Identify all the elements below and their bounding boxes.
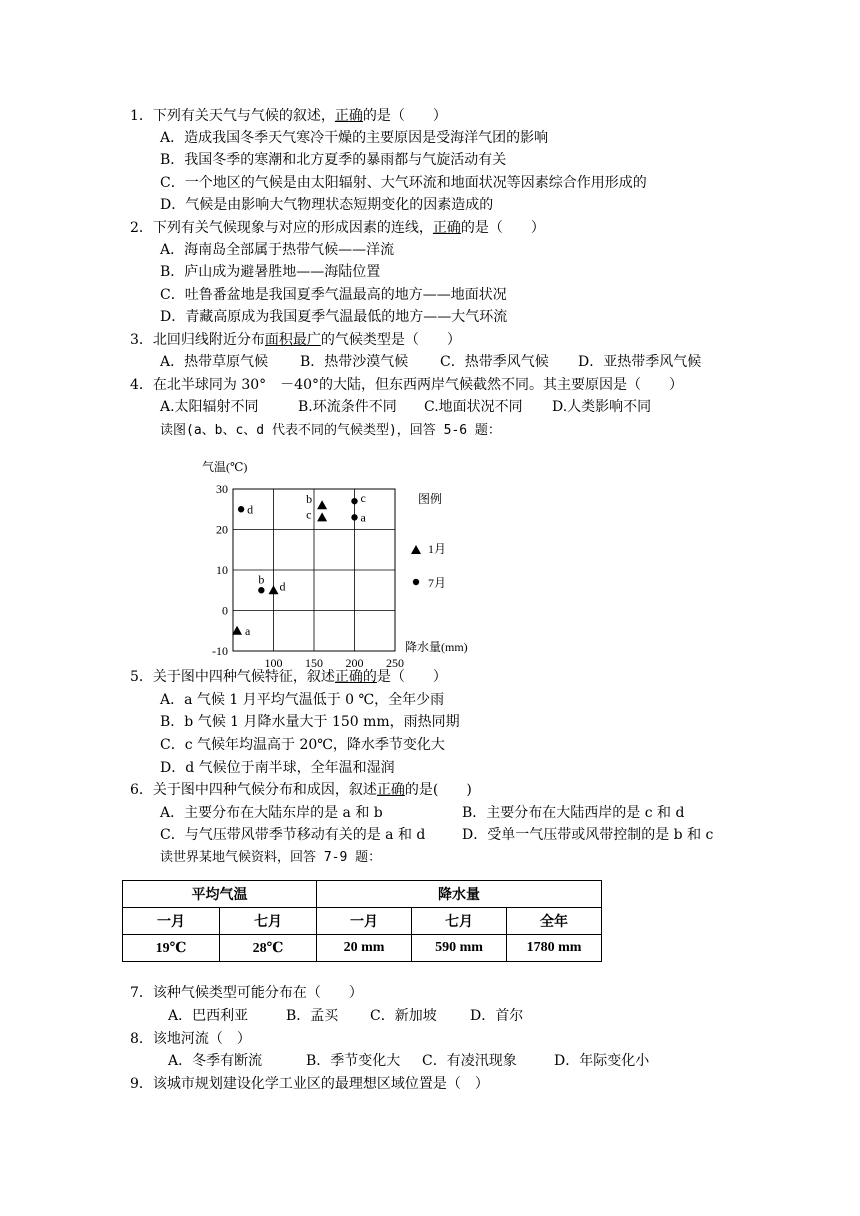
data-label-b: b [306,492,313,507]
data-label-d: d [247,502,254,517]
y-tick-label: 30 [216,482,228,496]
question-3-stem: 3．北回归线附近分布面积最广的气候类型是（ ） [130,332,461,348]
sub-precip-year: 全年 [507,908,602,935]
climate-data-table [122,880,602,962]
q2-option-c: C．吐鲁番盆地是我国夏季气温最高的地方——地面状况 [160,287,507,303]
x-tick-label: 200 [345,656,364,670]
q2-option-a: A．海南岛全部属于热带气候——洋流 [160,242,395,258]
data-point-jan-d [269,585,279,594]
sub-precip-jul: 七月 [412,908,507,935]
q7-option-d: D．首尔 [470,1008,524,1024]
header-avg-temp: 平均气温 [123,881,317,908]
q6-option-c: C．与气压带风带季节移动有关的是 a 和 d [160,827,426,843]
q5-option-d: D．d 气候位于南半球，全年温和湿润 [160,760,395,776]
question-4-stem: 4．在北半球同为 30° －40°的大陆，但东西两岸气候截然不同。其主要原因是（ ） [130,377,683,393]
sub-temp-jan: 一月 [123,908,220,935]
question-7-stem: 7．该种气候类型可能分布在（ ） [130,985,363,1001]
y-tick-label: 0 [222,603,228,618]
data-point-jul-d [238,506,244,512]
x-axis-label: 降水量(mm) [405,640,468,654]
data-label-c: c [306,507,312,522]
question-5-stem: 5．关于图中四种气候特征，叙述正确的是（ ） [130,669,447,685]
q3-option-b: B．热带沙漠气候 [300,354,409,370]
question-2-stem: 2．下列有关气候现象与对应的形成因素的连线，正确的是（ ） [130,220,545,236]
q5-option-a: A．a 气候 1 月平均气温低于 0 ℃，全年少雨 [160,692,445,708]
q8-option-d: D．年际变化小 [554,1053,650,1069]
q3-option-a: A．热带草原气候 [160,354,269,370]
y-axis-label: 气温(℃) [202,460,248,474]
intro-5-6: 读图(a、b、c、d 代表不同的气候类型)，回答 5-6 题： [160,423,501,438]
q4-option-d: D.人类影响不同 [552,399,652,415]
data-point-jul-a [351,514,357,520]
value-temp-jul: 28℃ [220,935,317,962]
data-point-jul-c [351,498,357,504]
legend-label-jan: 1月 [428,542,447,556]
q4-option-a: A.太阳辐射不同 [160,399,259,415]
q8-option-a: A．冬季有断流 [168,1053,263,1069]
question-6-stem: 6．关于图中四种气候分布和成因，叙述正确的是( ) [130,782,472,798]
q7-option-a: A．巴西利亚 [168,1008,249,1024]
q7-option-c: C．新加坡 [370,1008,437,1024]
sub-temp-jul: 七月 [220,908,317,935]
question-8-stem: 8．该地河流（ ） [130,1031,251,1047]
q3-option-d: D．亚热带季风气候 [578,354,702,370]
intro-7-9: 读世界某地气候资料，回答 7-9 题： [160,850,382,865]
q8-option-b: B．季节变化大 [306,1053,401,1069]
data-point-jan-c [317,512,327,521]
q1-option-b: B．我国冬季的寒潮和北方夏季的暴雨都与气旋活动有关 [160,152,507,168]
q6-option-b: B．主要分布在大陆西岸的是 c 和 d [462,805,685,821]
value-precip-jan: 20 mm [317,935,412,962]
legend-circle-marker [413,579,419,585]
value-temp-jan: 19℃ [123,935,220,962]
y-tick-label: -10 [212,644,228,658]
q1-option-a: A．造成我国冬季天气寒冷干燥的主要原因是受海洋气团的影响 [160,130,549,146]
y-tick-label: 10 [216,563,228,577]
q5-option-b: B．b 气候 1 月降水量大于 150 mm，雨热同期 [160,714,460,730]
q8-option-c: C．有凌汛现象 [422,1053,517,1069]
data-point-jan-b [317,500,327,509]
x-tick-label: 100 [264,656,283,670]
data-label-a: a [360,510,366,525]
q4-option-c: C.地面状况不同 [424,399,523,415]
question-9-stem: 9．该城市规划建设化学工业区的最理想区域位置是（ ） [130,1076,489,1092]
header-precipitation: 降水量 [317,881,602,908]
q6-option-a: A．主要分布在大陆东岸的是 a 和 b [160,805,383,821]
data-label-d: d [279,579,286,594]
data-label-a: a [245,623,251,638]
value-precip-jul: 590 mm [412,935,507,962]
q6-option-d: D．受单一气压带或风带控制的是 b 和 c [462,827,714,843]
q2-option-b: B．庐山成为避暑胜地——海陆位置 [160,264,381,280]
data-label-c: c [360,491,366,506]
data-point-jul-b [258,587,264,593]
table-subheader-row [123,908,602,935]
table-row [123,935,602,962]
question-1-stem: 1．下列有关天气与气候的叙述，正确的是（ ） [130,108,447,124]
data-point-jan-a [232,626,242,635]
value-precip-year: 1780 mm [507,935,602,962]
legend-title: 图例 [418,492,443,506]
q7-option-b: B．孟买 [286,1008,339,1024]
legend-triangle-marker [411,545,421,554]
x-tick-label: 150 [305,656,323,670]
q1-option-d: D．气候是由影响大气物理状态短期变化的因素造成的 [160,197,494,213]
data-label-b: b [258,572,265,587]
y-tick-label: 20 [216,522,228,537]
climate-scatter-chart [200,455,500,670]
q5-option-c: C．c 气候年均温高于 20℃，降水季节变化大 [160,737,445,753]
q2-option-d: D．青藏高原成为我国夏季气温最低的地方——大气环流 [160,309,508,325]
table-header-row [123,881,602,908]
q3-option-c: C．热带季风气候 [440,354,549,370]
q1-option-c: C．一个地区的气候是由太阳辐射、大气环流和地面状况等因素综合作用形成的 [160,175,647,191]
x-tick-label: 250 [386,656,404,670]
q4-option-b: B.环流条件不同 [298,399,397,415]
legend-label-jul: 7月 [428,576,447,590]
sub-precip-jan: 一月 [317,908,412,935]
